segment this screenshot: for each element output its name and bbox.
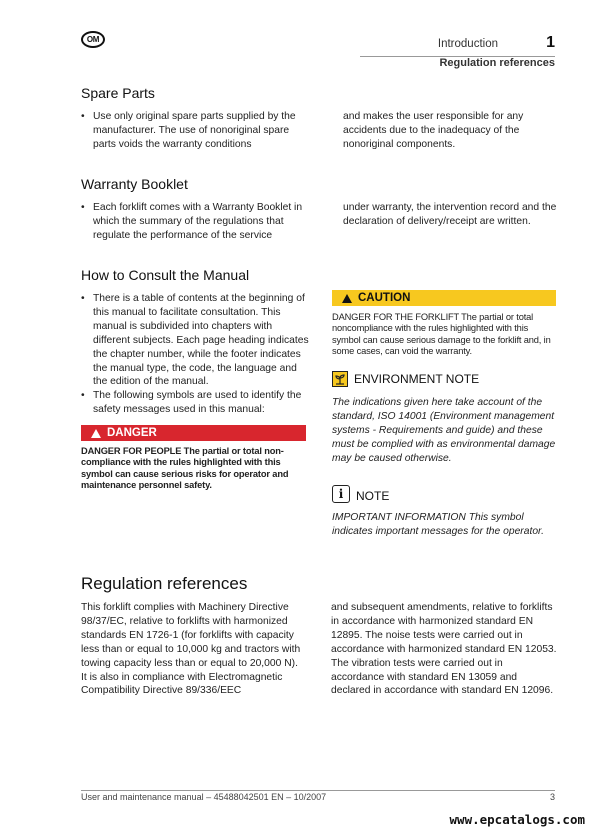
danger-text: DANGER FOR PEOPLE The partial or total non-compliance with the rules highlighted with this symbol can cause serious risks for operator and maintenance personnel safety. [81, 446, 289, 490]
spare-parts-col2: and makes the user responsible for any accidents due to the inadequacy of the nonoriginal components. [343, 111, 524, 150]
watermark-url: www.epcatalogs.com [449, 812, 585, 827]
warning-triangle-icon [91, 429, 101, 438]
footer-divider [81, 790, 555, 791]
spare-parts-bullet: • Use only original spare parts supplied by the manufacturer. The use of nonoriginal spare parts voids the warranty conditions [81, 110, 306, 152]
warning-triangle-icon [342, 294, 352, 303]
spare-parts-heading: Spare Parts [81, 85, 155, 101]
environment-label: ENVIRONMENT NOTE [354, 372, 480, 386]
warranty-col2: under warranty, the intervention record and the declaration of delivery/receipt are written. [343, 202, 557, 227]
consult-col1 [81, 292, 309, 417]
plant-icon [334, 373, 346, 385]
spare-parts-col1 [81, 110, 306, 152]
info-icon: i [332, 485, 350, 503]
danger-banner [81, 425, 306, 441]
page-number: 3 [549, 792, 555, 802]
caution-label: CAUTION [358, 292, 411, 304]
caution-banner [332, 290, 556, 306]
environment-icon [332, 371, 348, 387]
danger-label: DANGER [107, 427, 157, 439]
warranty-col1 [81, 201, 309, 243]
footer-manual-info: User and maintenance manual – 45488042501 EN – 10/2007 [81, 792, 327, 802]
chapter-title: Introduction [437, 38, 498, 50]
environment-text: The indications given here take account of the standard, ISO 14001 (Environment management systems - Requirements and guide) and these must be complied with as environmental damage may be caused otherwise. [332, 397, 556, 464]
warranty-bullet: • Each forklift comes with a Warranty Booklet in which the summary of the regulations that regulate the performance of the service [81, 201, 309, 243]
regulation-col1: This forklift complies with Machinery Directive 98/37/EC, relative to forklifts with harmonized standards EN 1726-1 (for forklifts with capacity less than or equal to 10,000 kg and tractors with towing capacity less than or equal to 20,000 N). It is also in compliance with Electromagnetic Compatibility Directive 89/336/EEC [81, 602, 301, 697]
note-text: IMPORTANT INFORMATION This symbol indicates important messages for the operator. [332, 512, 544, 537]
regulation-col2: and subsequent amendments, relative to forklifts in accordance with harmonized standard EN 12895. The noise tests were carried out in accordance with harmonized standard EN 12053. The vibration tests were carried out in accordance with standard EN 13059 and declared in accordance with standard EN 12096. [331, 602, 557, 697]
caution-text: DANGER FOR THE FORKLIFT The partial or total noncompliance with the rules highlighted with this symbol can cause serious damage to the forklift and, in some cases, can void the warranty. [332, 312, 551, 356]
consult-bullet-2: • The following symbols are used to identify the safety messages used in this manual: [81, 389, 309, 417]
regulation-heading: Regulation references [81, 574, 248, 593]
consult-heading: How to Consult the Manual [81, 267, 250, 283]
brand-logo: OM [81, 31, 105, 48]
warranty-heading: Warranty Booklet [81, 176, 188, 192]
chapter-number: 1 [546, 34, 555, 51]
consult-bullet-1: • There is a table of contents at the beginning of this manual to facilitate consultation. This manual is subdivided into chapters with different subjects. Each page heading indicates the chapter number, while the footer indicates the manual type, the code, the language and the edition of the manual. [81, 292, 309, 389]
section-subtitle: Regulation references [439, 57, 555, 69]
note-label: NOTE [356, 489, 390, 503]
